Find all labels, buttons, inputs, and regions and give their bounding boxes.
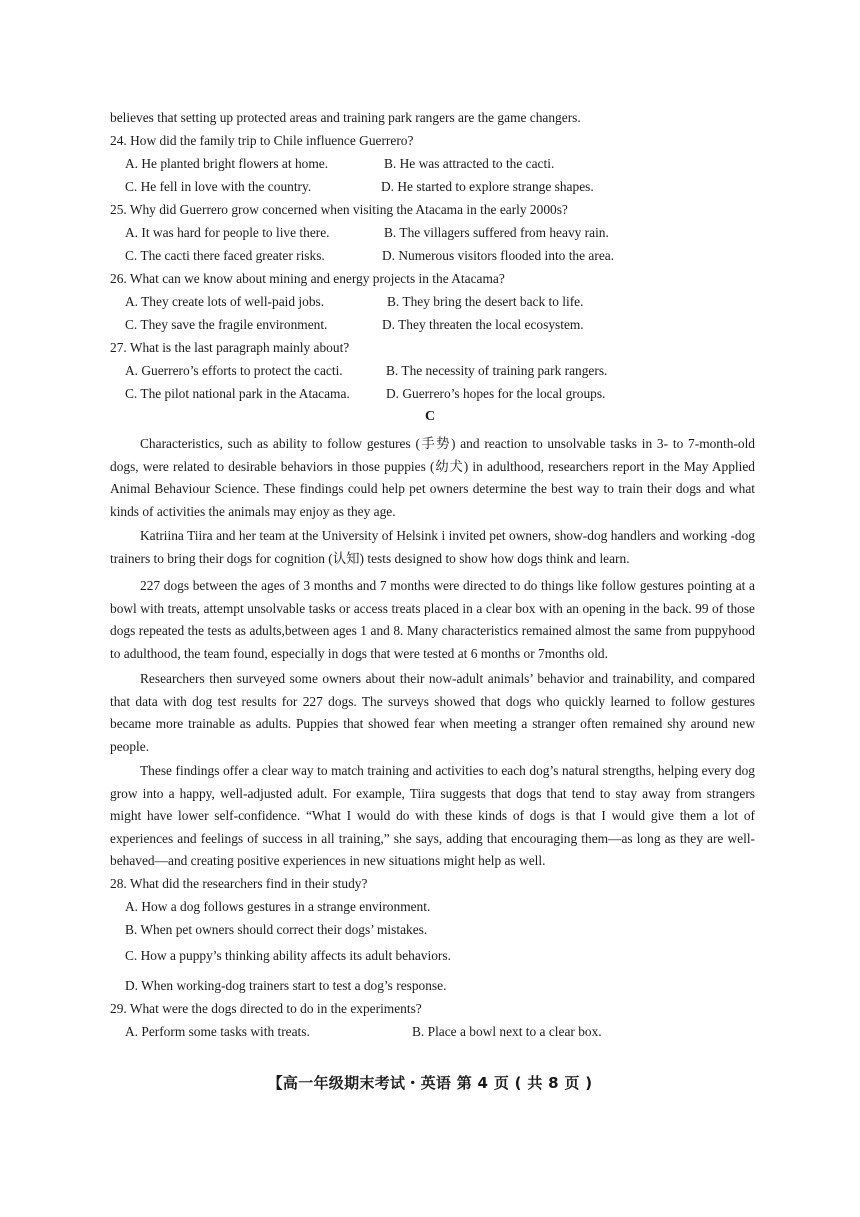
question-28-option-d: D. When working-dog trainers start to test a dog’s response. <box>125 978 447 993</box>
question-28-option-c: C. How a puppy’s thinking ability affects its adult behaviors. <box>125 948 451 963</box>
question-27-option-c: C. The pilot national park in the Atacama. <box>125 386 350 401</box>
question-27-option-b: B. The necessity of training park rangers. <box>386 363 608 378</box>
question-28-option-a: A. How a dog follows gestures in a strange environment. <box>125 899 431 914</box>
passage-c-paragraph-3: 227 dogs between the ages of 3 months and 7 months were directed to do things like follow gestures pointing at a bowl with treats, attempt unsolvable tasks or access treats placed in a clear box with an opening in the back. 99 of those dogs repeated the tests as adults,between ages 1 and 8. Many characteristics remained almost the same from puppyhood to adulthood, the team found, especially in dogs that were tested at 6 months or 7months old. <box>110 578 755 661</box>
passage-b-tail: believes that setting up protected areas and training park rangers are the game changers. <box>110 110 581 125</box>
passage-c-paragraph-2: Katriina Tiira and her team at the University of Helsink i invited pet owners, show-dog handlers and working -dog trainers to bring their dogs for cognition (认知) tests designed to show how dogs think and learn. <box>110 528 755 566</box>
question-25-option-d: D. Numerous visitors flooded into the area. <box>382 248 615 263</box>
question-26-option-a: A. They create lots of well-paid jobs. <box>125 294 325 309</box>
question-25-option-b: B. The villagers suffered from heavy rain. <box>384 225 609 240</box>
question-25-option-a: A. It was hard for people to live there. <box>125 225 330 240</box>
question-25-stem: 25. Why did Guerrero grow concerned when visiting the Atacama in the early 2000s? <box>110 202 568 217</box>
question-24-option-b: B. He was attracted to the cacti. <box>384 156 555 171</box>
question-28-stem: 28. What did the researchers find in their study? <box>110 876 368 891</box>
question-26-option-d: D. They threaten the local ecosystem. <box>382 317 584 332</box>
question-26-stem: 26. What can we know about mining and energy projects in the Atacama? <box>110 271 505 286</box>
question-26-option-c: C. They save the fragile environment. <box>125 317 328 332</box>
passage-c-paragraph-4: Researchers then surveyed some owners about their now-adult animals’ behavior and trainability, and compared that data with dog test results for 227 dogs. The surveys showed that dogs who quickly learned to follow gestures became more trainable as adults. Puppies that showed fear when meeting a stranger often remained shy around new people. <box>110 671 755 754</box>
question-29-option-a: A. Perform some tasks with treats. <box>125 1024 310 1039</box>
section-c-label: C <box>424 409 436 424</box>
question-26-option-b: B. They bring the desert back to life. <box>387 294 584 309</box>
question-29-option-b: B. Place a bowl next to a clear box. <box>412 1024 602 1039</box>
question-25-option-c: C. The cacti there faced greater risks. <box>125 248 325 263</box>
passage-c-paragraph-1: Characteristics, such as ability to follow gestures (手势) and reaction to unsolvable tasks in 3- to 7-month-old dogs, were related to desirable behaviors in those puppies (幼犬) in adulthood, researchers report in the May Applied Animal Behaviour Science. These findings could help pet owners determine the best way to train their dogs and what kinds of activities the animals may enjoy as they age. <box>110 436 755 519</box>
question-28-option-b: B. When pet owners should correct their dogs’ mistakes. <box>125 922 428 937</box>
question-24-stem: 24. How did the family trip to Chile influence Guerrero? <box>110 133 414 148</box>
question-27-option-a: A. Guerrero’s efforts to protect the cacti. <box>125 363 343 378</box>
question-24-option-d: D. He started to explore strange shapes. <box>381 179 594 194</box>
question-27-option-d: D. Guerrero’s hopes for the local groups. <box>386 386 606 401</box>
passage-c-paragraph-5: These findings offer a clear way to match training and activities to each dog’s natural strengths, helping every dog grow into a happy, well-adjusted adult. For example, Tiira suggests that dogs that tend to stay away from strangers might have lower self-confidence. “What I would do with these kinds of dogs is that I would give them a lot of experiences and feelings of success in all training,” she says, adding that encouraging them—as long as they are well-behaved—and creating positive experiences in new situations might help as well. <box>110 763 755 868</box>
question-27-stem: 27. What is the last paragraph mainly about? <box>110 340 350 355</box>
question-24-option-a: A. He planted bright flowers at home. <box>125 156 329 171</box>
question-29-stem: 29. What were the dogs directed to do in the experiments? <box>110 1001 422 1016</box>
page-footer: 【高一年级期末考试・英语 第 4 页 ( 共 8 页 ) <box>267 1074 593 1092</box>
question-24-option-c: C. He fell in love with the country. <box>125 179 312 194</box>
